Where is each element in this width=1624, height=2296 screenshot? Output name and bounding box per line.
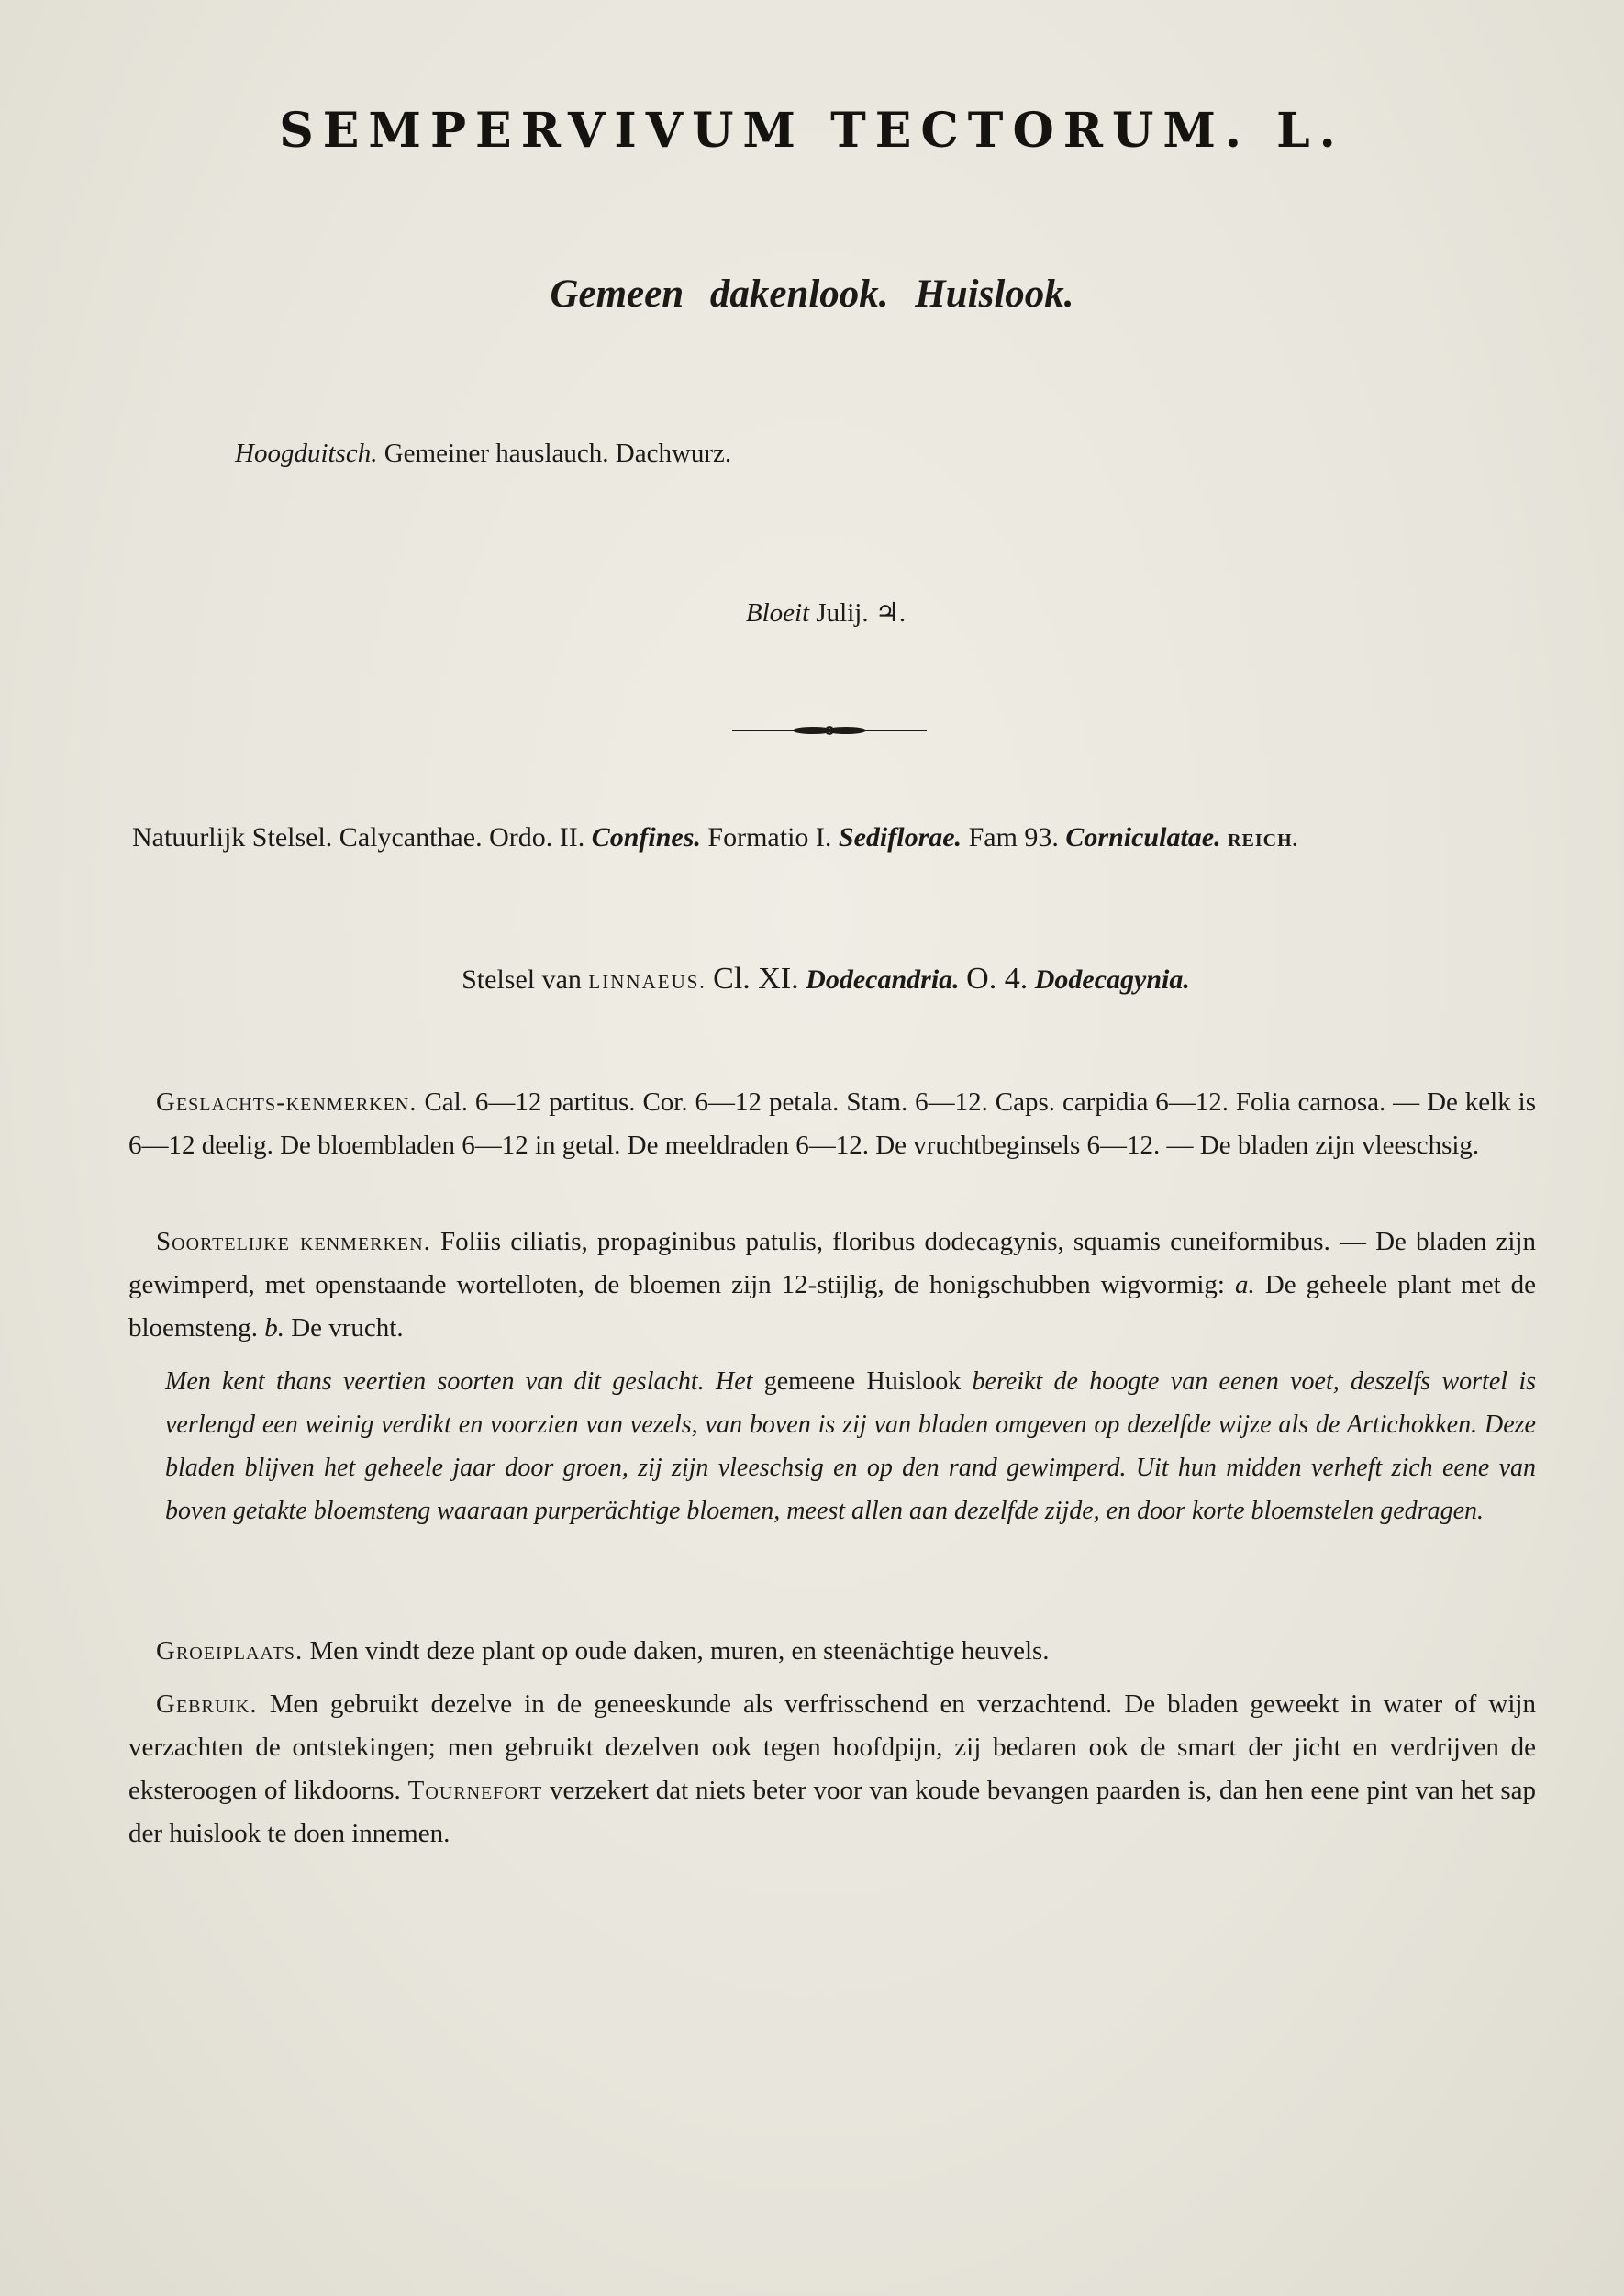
natuurlijk-confines: Confines. bbox=[591, 822, 701, 853]
gebruik-text1: Men gebruikt dezelve in de geneeskunde als verfrisschend en verzachtend. De bladen geweekt in water of wijn verzachten de ontstekingen; men gebruikt dezelven ook tegen hoofdpijn, zij bedaren ook de smart der jicht en verdrijven de eksteroogen of likdoorns. bbox=[128, 1689, 1536, 1805]
soortelijke-text2: De geheele plant met de bloemsteng. bbox=[128, 1270, 1537, 1343]
stelsel-part1: Stelsel van bbox=[462, 964, 582, 995]
natuurlijk-sediflorae: Sediflorae. bbox=[838, 822, 962, 853]
note-upright: gemeene Huislook bbox=[763, 1367, 962, 1396]
ornament-divider bbox=[732, 721, 927, 740]
natuurlijk-part1: Natuurlijk Stelsel. Calycanthae. Ordo. II. bbox=[132, 822, 585, 853]
page-subtitle: Gemeen dakenlook. Huislook. bbox=[550, 273, 1074, 316]
genus-characteristics bbox=[128, 1081, 1536, 1167]
linnaeus-system-line bbox=[0, 962, 1624, 997]
page-title: SEMPERVIVUM TECTORUM. L. bbox=[279, 103, 1345, 159]
stelsel-linnaeus: LINNAEUS. bbox=[588, 971, 706, 993]
stelsel-part3: O. 4. bbox=[966, 962, 1029, 996]
geslachts-label: Geslachts-kenmerken. bbox=[156, 1087, 417, 1117]
gebruik-label: Gebruik. bbox=[156, 1689, 258, 1719]
gebruik-text2: verzekert dat niets beter voor van koude bevangen paarden is, dan hen eene pint van het sap der huislook te doen innemen. bbox=[128, 1776, 1537, 1848]
species-characteristics bbox=[128, 1220, 1536, 1350]
groeiplaats-label: Groeiplaats. bbox=[156, 1636, 304, 1666]
soortelijke-text1: Foliis ciliatis, propaginibus patulis, floribus dodecagynis, squamis cuneiformibus. — De bladen zijn gewimperd, met openstaande wortelloten, de bloemen zijn 12-stijlig, de honigschubben wigvormig: bbox=[128, 1227, 1536, 1299]
groeiplaats-text: Men vindt deze plant op oude daken, muren, en steenächtige heuvels. bbox=[309, 1636, 1050, 1666]
note-part2: bereikt de hoogte van eenen voet, deszelfs wortel is verlengd een weinig verdikt en voorzien van vezels, van boven is zij van bladen omgeven op dezelfde wijze als de Artichokken. Deze bladen blijven het geheele jaar door groen, zij zijn vleeschsig en op den rand gewimperd. Uit hun midden verheft zich eene van boven getakte bloemsteng waaraan purperächtige bloemen, meest allen aan dezelfde zijde, en door korte bloemstelen gedragen. bbox=[165, 1367, 1537, 1525]
habitat-paragraph bbox=[156, 1630, 1536, 1673]
soortelijke-b: b. bbox=[264, 1313, 284, 1343]
geslachts-text: Cal. 6—12 partitus. Cor. 6—12 petala. Stam. 6—12. Caps. carpidia 6—12. Folia carnosa. — De kelk is 6—12 deelig. De bloembladen 6—12 in getal. De meeldraden 6—12. De vruchtbeginsels 6—12. — De bladen zijn vleeschsig. bbox=[128, 1087, 1536, 1160]
bloeit-text: Julij. ♃. bbox=[816, 598, 907, 628]
natuurlijk-part3: Fam 93. bbox=[968, 822, 1059, 853]
description-note bbox=[165, 1360, 1536, 1533]
bloeit-label: Bloeit bbox=[745, 598, 810, 628]
gebruik-tournefort: Tournefort bbox=[407, 1776, 543, 1805]
stelsel-dodecagynia: Dodecagynia. bbox=[1034, 964, 1190, 995]
natural-system-line bbox=[132, 822, 1298, 853]
natuurlijk-part2: Formatio I. bbox=[707, 822, 832, 853]
soortelijke-a: a. bbox=[1234, 1270, 1255, 1299]
natuurlijk-reich: REICH. bbox=[1228, 830, 1298, 851]
soortelijke-text3: De vrucht. bbox=[291, 1313, 404, 1343]
soortelijke-label: Soortelijke kenmerken. bbox=[156, 1227, 431, 1256]
stelsel-part2: Cl. XI. bbox=[713, 962, 799, 996]
usage-paragraph bbox=[128, 1683, 1536, 1856]
note-part1: Men kent thans veertien soorten van dit geslacht. Het bbox=[165, 1367, 753, 1396]
natuurlijk-corniculatae: Corniculatae. bbox=[1065, 822, 1221, 853]
flowering-line bbox=[0, 596, 1624, 629]
german-names bbox=[235, 439, 731, 469]
stelsel-dodecandria: Dodecandria. bbox=[806, 964, 960, 995]
german-label: Hoogduitsch. bbox=[235, 439, 378, 468]
german-text: Gemeiner hauslauch. Dachwurz. bbox=[384, 439, 732, 468]
